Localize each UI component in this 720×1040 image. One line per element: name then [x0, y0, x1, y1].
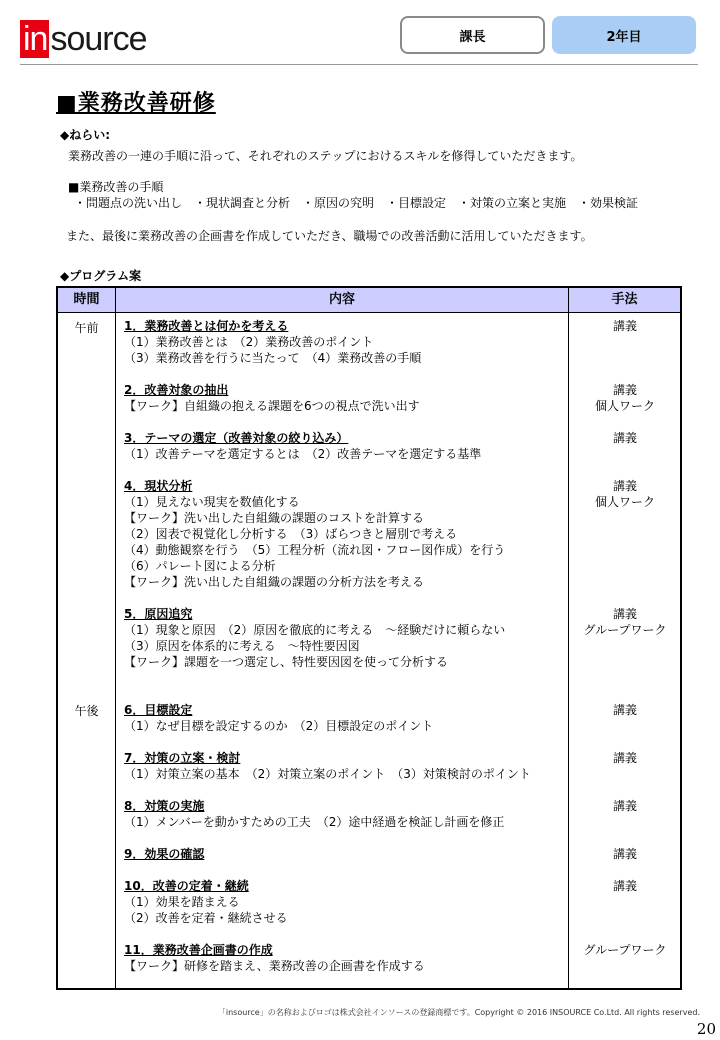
- program-item-method: [570, 318, 680, 334]
- col-time-header: 時間: [73, 292, 100, 307]
- method-label: 講義: [612, 799, 637, 813]
- program-item-method: [570, 846, 680, 862]
- program-heading: ◆プログラム案: [60, 269, 142, 283]
- method-label: 個人ワーク: [594, 399, 655, 413]
- program-item-method: [570, 382, 680, 414]
- program-item-line: （4）動態観察を行う （5）工程分析（流れ図・フロー図作成）を行う: [124, 543, 506, 557]
- time-am: 午前: [74, 321, 99, 335]
- company-logo: [20, 20, 147, 58]
- page-number: 20: [696, 1020, 716, 1038]
- method-label: 講義: [612, 383, 637, 397]
- col-method-header: 手法: [611, 292, 638, 307]
- program-item-line: （2）図表で視覚化し分析する （3）ばらつきと層別で考える: [124, 527, 458, 541]
- logo-in-mark: in: [20, 20, 49, 58]
- program-item: [124, 702, 564, 734]
- method-label: 講義: [612, 319, 637, 333]
- program-item-title: 3．テーマの選定（改善対象の絞り込み）: [124, 431, 349, 445]
- method-label: グループワーク: [583, 623, 667, 637]
- program-item: [124, 382, 564, 414]
- col-divider-1: [115, 288, 116, 988]
- program-item: [124, 318, 564, 366]
- program-item-method: [570, 878, 680, 894]
- steps-list: ・問題点の洗い出し ・現状調査と分析 ・原因の究明 ・目標設定 ・対策の立案と実施 ・効果検証: [74, 196, 639, 210]
- method-label: 個人ワーク: [594, 495, 655, 509]
- program-item-line: （1）効果を踏まえる: [124, 895, 240, 909]
- program-item: [124, 430, 564, 462]
- col-divider-2: [568, 288, 569, 988]
- program-item-title: 4．現状分析: [124, 479, 193, 493]
- program-item-title: 9．効果の確認: [124, 847, 205, 861]
- program-item-title: 7．対策の立案・検討: [124, 751, 241, 765]
- program-item-method: [570, 750, 680, 766]
- method-label: 講義: [612, 479, 637, 493]
- program-item-line: 【ワーク】課題を一つ選定し、特性要因図を使って分析する: [124, 655, 449, 669]
- program-item-line: 【ワーク】研修を踏まえ、業務改善の企画書を作成する: [124, 959, 425, 973]
- program-item-line: （2）改善を定着・継続させる: [124, 911, 288, 925]
- col-content-header: 内容: [328, 292, 355, 307]
- program-item-method: [570, 478, 680, 510]
- program-item-line: （1）対策立案の基本 （2）対策立案のポイント （3）対策検討のポイント: [124, 767, 531, 781]
- program-item-title: 1．業務改善とは何かを考える: [124, 319, 289, 333]
- program-item: [124, 846, 564, 862]
- role-badge: 課長: [400, 16, 545, 54]
- program-item-line: 【ワーク】洗い出した自組織の課題のコストを計算する: [124, 511, 425, 525]
- method-label: 講義: [612, 847, 637, 861]
- aim-text: 業務改善の一連の手順に沿って、それぞれのステップにおけるスキルを修得していただきます。: [68, 149, 583, 163]
- program-item-method: [570, 606, 680, 638]
- header-divider: [20, 64, 698, 65]
- program-item-title: 5．原因追究: [124, 607, 193, 621]
- program-item-title: 8．対策の実施: [124, 799, 205, 813]
- program-item: [124, 878, 564, 926]
- program-item-line: （1）なぜ目標を設定するのか （2）目標設定のポイント: [124, 719, 434, 733]
- method-label: 講義: [612, 751, 637, 765]
- aim-closing: また、最後に業務改善の企画書を作成していただき、職場での改善活動に活用していただきます。: [66, 229, 593, 243]
- method-label: 講義: [612, 431, 637, 445]
- program-item: [124, 478, 564, 590]
- aim-heading: ◆ねらい:: [60, 128, 111, 142]
- program-item: [124, 798, 564, 830]
- method-label: 講義: [612, 703, 637, 717]
- year-badge: 2年目: [552, 16, 696, 54]
- copyright-footer: 「insource」の名称およびロゴは株式会社インソースの登録商標です。Copyright © 2016 INSOURCE Co.Ltd. All rights reserved.: [217, 1008, 700, 1017]
- program-item: [124, 606, 564, 670]
- steps-heading: ■業務改善の手順: [68, 180, 164, 194]
- program-item: [124, 750, 564, 782]
- program-table: [56, 286, 682, 990]
- program-item-line: （1）メンバーを動かすための工夫 （2）途中経過を検証し計画を修正: [124, 815, 505, 829]
- program-item-title: 11．業務改善企画書の作成: [124, 943, 273, 957]
- program-item-line: 【ワーク】自組織の抱える課題を6つの視点で洗い出す: [124, 399, 420, 413]
- method-label: 講義: [612, 607, 637, 621]
- program-item-title: 6．目標設定: [124, 703, 193, 717]
- program-item-line: （6）パレート図による分析: [124, 559, 276, 573]
- method-label: グループワーク: [583, 943, 667, 957]
- program-item-method: [570, 798, 680, 814]
- program-item-method: [570, 702, 680, 718]
- program-item-line: （1）改善テーマを選定するとは （2）改善テーマを選定する基準: [124, 447, 482, 461]
- time-pm: 午後: [74, 704, 99, 718]
- method-label: 講義: [612, 879, 637, 893]
- logo-source-text: source: [50, 20, 147, 58]
- program-item-title: 10．改善の定着・継続: [124, 879, 249, 893]
- program-item-method: [570, 942, 680, 958]
- program-item-line: （1）見えない現実を数値化する: [124, 495, 300, 509]
- program-item-line: （3）原因を体系的に考える ～特性要因図: [124, 639, 360, 653]
- program-item-method: [570, 430, 680, 446]
- program-item-title: 2．改善対象の抽出: [124, 383, 229, 397]
- program-item: [124, 942, 564, 974]
- program-item-line: （1）現象と原因 （2）原因を徹底的に考える ～経験だけに頼らない: [124, 623, 506, 637]
- page-title: ■業務改善研修: [56, 91, 216, 116]
- program-item-line: （1）業務改善とは （2）業務改善のポイント: [124, 335, 374, 349]
- program-item-line: （3）業務改善を行うに当たって （4）業務改善の手順: [124, 351, 422, 365]
- program-item-line: 【ワーク】洗い出した自組織の課題の分析方法を考える: [124, 575, 425, 589]
